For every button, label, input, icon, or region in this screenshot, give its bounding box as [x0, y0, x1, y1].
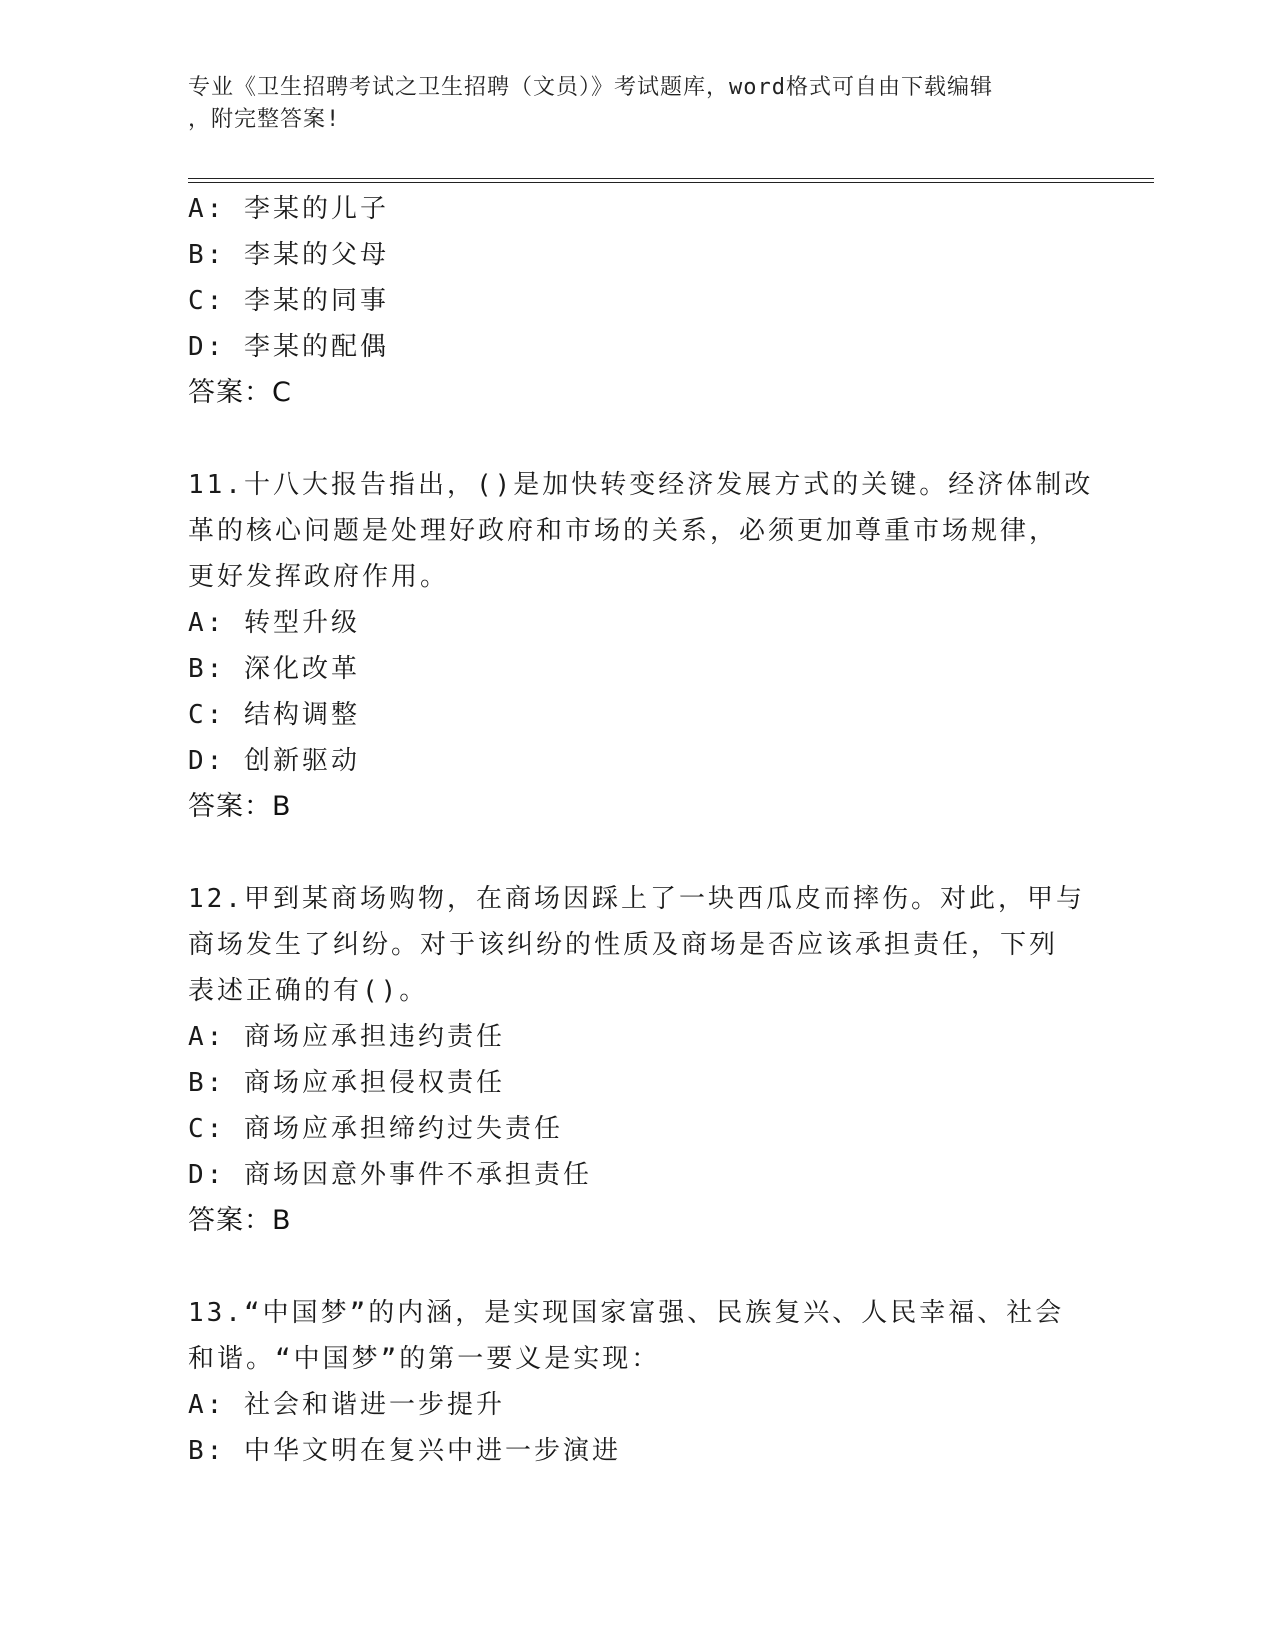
option-d: D: 李某的配偶 [188, 332, 389, 362]
option-b: B: 商场应承担侵权责任 [188, 1068, 505, 1098]
option-c: C: 结构调整 [188, 700, 360, 730]
question-text-line: 11.十八大报告指出，()是加快转变经济发展方式的关键。经济体制改 [188, 470, 1094, 500]
option-b: B: 中华文明在复兴中进一步演进 [188, 1436, 621, 1466]
question-text-line: 12.甲到某商场购物，在商场因踩上了一块西瓜皮而摔伤。对此，甲与 [188, 884, 1085, 914]
option-a: A: 商场应承担违约责任 [188, 1022, 505, 1052]
option-a: A: 转型升级 [188, 608, 360, 638]
question-text-line: 更好发挥政府作用。 [188, 562, 450, 592]
question-text-line: 革的核心问题是处理好政府和市场的关系，必须更加尊重市场规律， [188, 516, 1059, 546]
option-a: A: 李某的儿子 [188, 194, 389, 224]
option-d: D: 创新驱动 [188, 746, 360, 776]
option-c: C: 商场应承担缔约过失责任 [188, 1114, 563, 1144]
header-line-2: ，附完整答案! [188, 107, 341, 132]
question-11 [188, 462, 1094, 830]
question-13 [188, 1290, 1088, 1474]
option-b: B: 深化改革 [188, 654, 360, 684]
question-text-line: 商场发生了纠纷。对于该纠纷的性质及商场是否应该承担责任，下列 [188, 930, 1059, 960]
option-b: B: 李某的父母 [188, 240, 389, 270]
question-text-line: 13.“中国梦”的内涵，是实现国家富强、民族复兴、人民幸福、社会 [188, 1298, 1065, 1328]
option-c: C: 李某的同事 [188, 286, 389, 316]
question-10 [188, 186, 1088, 416]
question-list [188, 186, 1094, 1474]
question-text-line: 表述正确的有()。 [188, 976, 429, 1006]
option-a: A: 社会和谐进一步提升 [188, 1390, 505, 1420]
question-12 [188, 876, 1088, 1244]
answer: 答案：B [188, 791, 292, 822]
document-header [188, 72, 1068, 136]
answer: 答案：B [188, 1205, 292, 1236]
question-text-line: 和谐。“中国梦”的第一要义是实现： [188, 1344, 661, 1374]
option-d: D: 商场因意外事件不承担责任 [188, 1160, 592, 1190]
answer: 答案：C [188, 377, 292, 408]
header-divider [188, 178, 1154, 183]
header-line-1: 专业《卫生招聘考试之卫生招聘（文员）》考试题库，word格式可自由下载编辑 [188, 75, 993, 100]
